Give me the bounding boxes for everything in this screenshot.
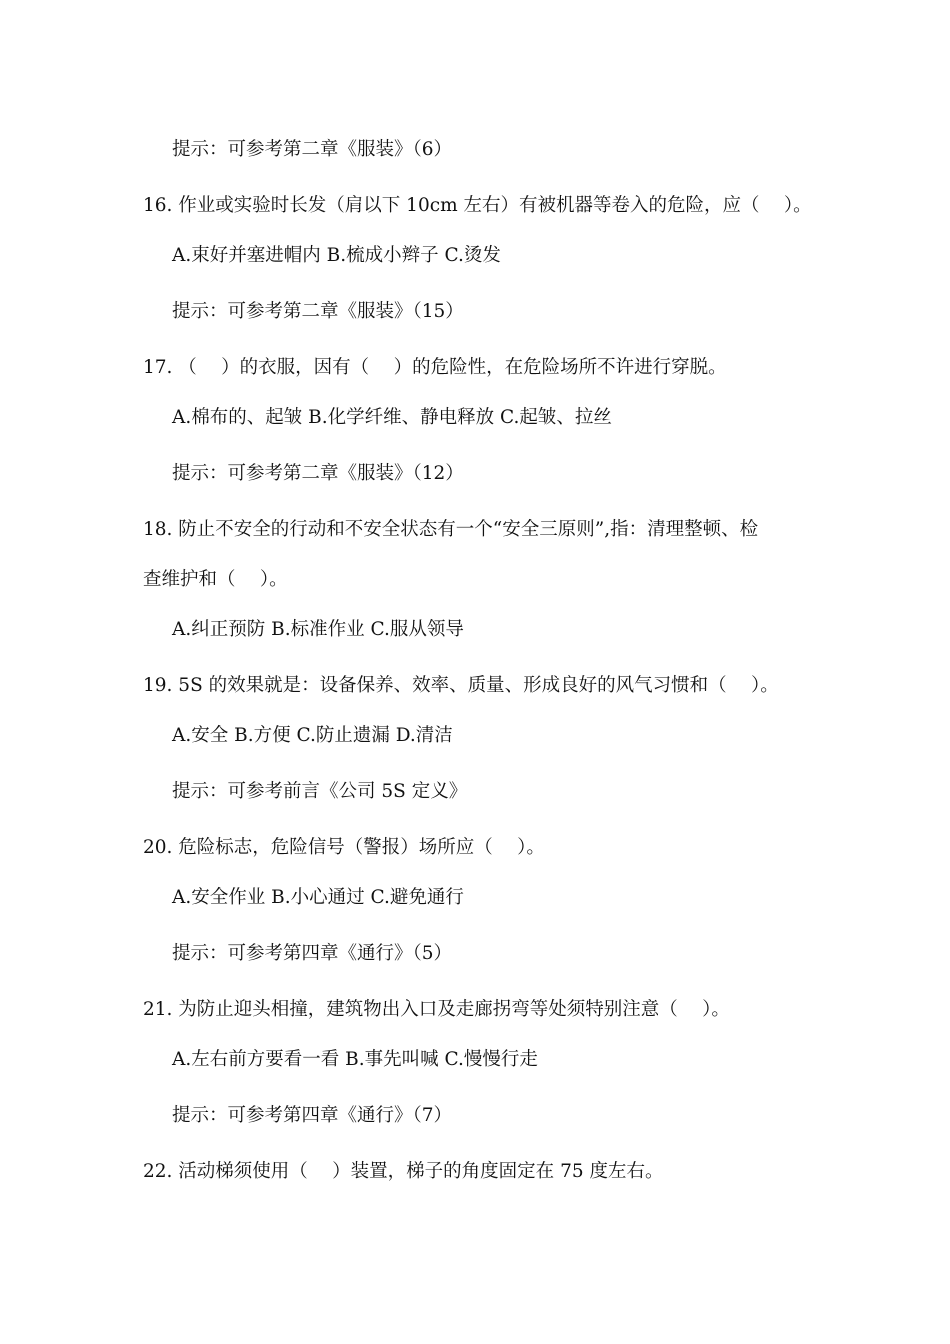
options-q21: A.左右前方要看一看 B.事先叫喊 C.慢慢行走 [172,1049,538,1070]
options-q20: A.安全作业 B.小心通过 C.避免通行 [172,887,464,908]
options-q19: A.安全 B.方便 C.防止遗漏 D.清洁 [172,725,453,746]
question-16: 16. 作业或实验时长发（肩以下 10cm 左右）有被机器等卷入的危险，应（ ）。 [143,195,812,216]
hint-q15: 提示：可参考第二章《服装》（6） [172,139,453,160]
options-q16: A.束好并塞进帽内 B.梳成小辫子 C.烫发 [172,245,501,266]
question-20: 20. 危险标志，危险信号（警报）场所应（ ）。 [143,837,545,858]
hint-q16: 提示：可参考第二章《服装》（15） [172,301,464,322]
hint-q17: 提示：可参考第二章《服装》（12） [172,463,464,484]
question-18-line-1: 18. 防止不安全的行动和不安全状态有一个“安全三原则”,指：清理整顿、检 [143,519,759,540]
question-21: 21. 为防止迎头相撞，建筑物出入口及走廊拐弯等处须特别注意（ ）。 [143,999,730,1020]
question-22: 22. 活动梯须使用（ ）装置，梯子的角度固定在 75 度左右。 [143,1161,664,1182]
options-q17: A.棉布的、起皱 B.化学纤维、静电释放 C.起皱、拉丝 [172,407,612,428]
question-17: 17. （ ）的衣服，因有（ ）的危险性，在危险场所不许进行穿脱。 [143,357,727,378]
options-q18: A.纠正预防 B.标准作业 C.服从领导 [172,619,464,640]
question-19: 19. 5S 的效果就是：设备保养、效率、质量、形成良好的风气习惯和（ ）。 [143,675,779,696]
hint-q19: 提示：可参考前言《公司 5S 定义》 [172,781,468,802]
hint-q21: 提示：可参考第四章《通行》（7） [172,1105,453,1126]
question-18-line-2: 查维护和（ ）。 [143,569,288,590]
hint-q20: 提示：可参考第四章《通行》（5） [172,943,453,964]
